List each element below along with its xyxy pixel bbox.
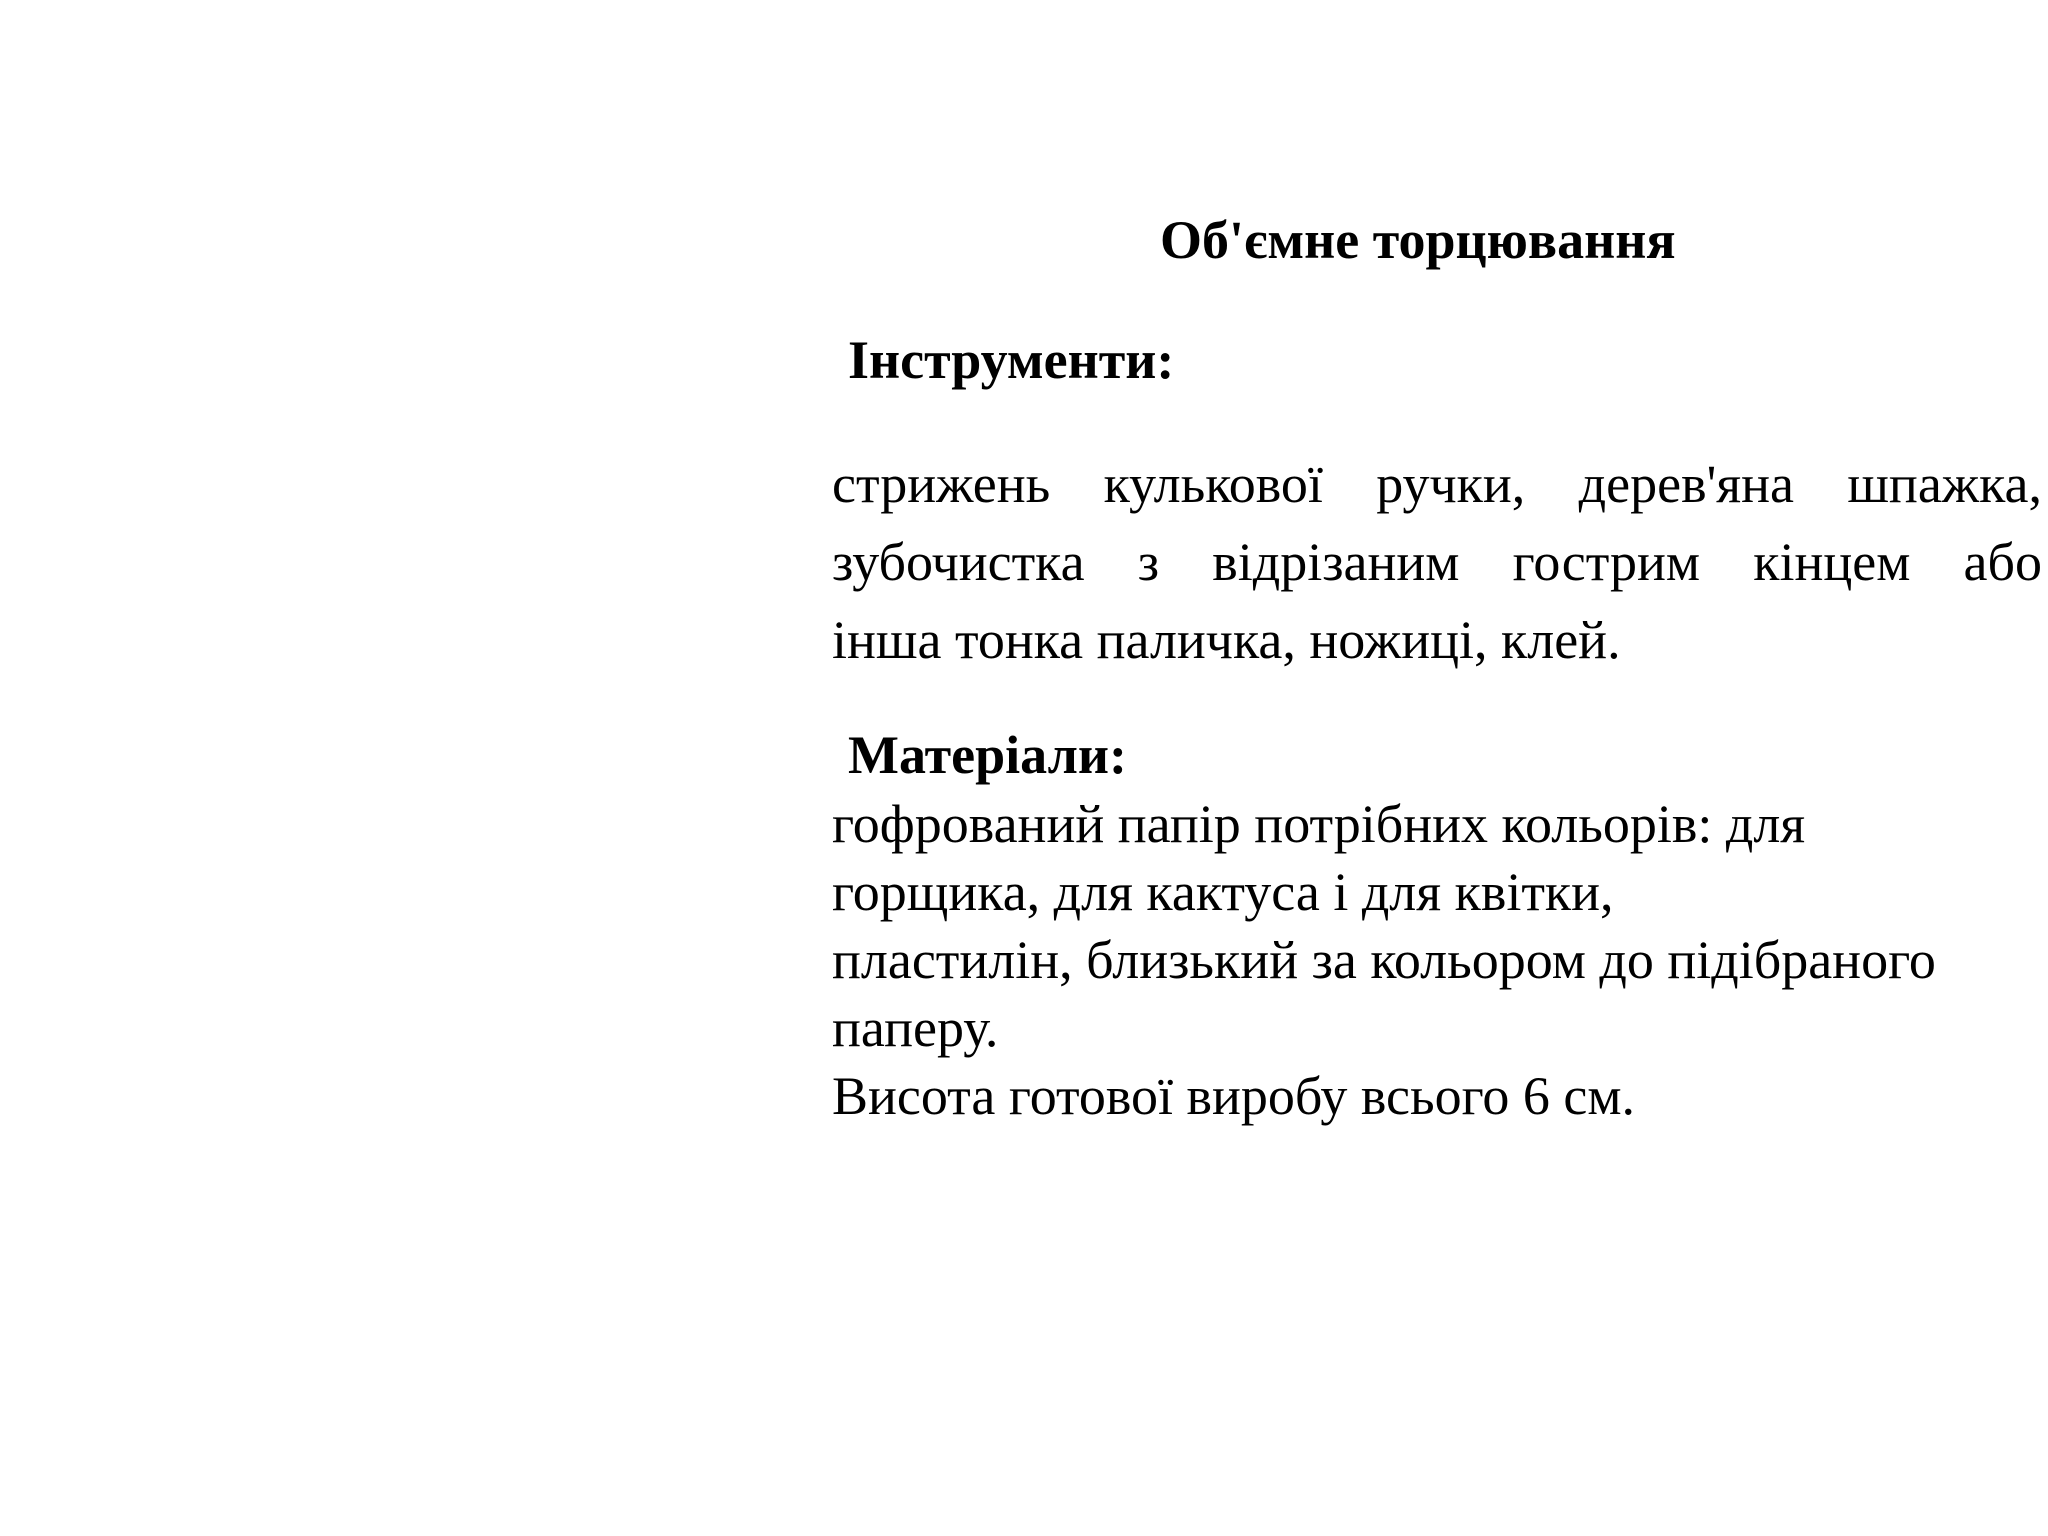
materials-heading: Матеріали: [848,725,1127,785]
page-title: Об'ємне торцювання [1160,210,1676,270]
tools-line: стрижень кулькової ручки, дерев'яна шпажка, [832,454,2042,514]
materials-line: горщика, для кактуса і для квітки, [832,862,1614,922]
tools-paragraph [832,445,2042,679]
tools-line: зубочистка з відрізаним гострим кінцем або [832,532,2042,592]
materials-line: гофрований папір потрібних кольорів: для [832,794,1806,854]
height-note: Висота готової виробу всього 6 см. [832,1066,1636,1126]
materials-paragraph [832,790,2042,1130]
materials-line: паперу. [832,998,999,1058]
materials-line: пластилін, близький за кольором до підібраного [832,930,1936,990]
tools-line: інша тонка паличка, ножиці, клей. [832,610,1621,670]
tools-heading: Інструменти: [848,330,1175,390]
